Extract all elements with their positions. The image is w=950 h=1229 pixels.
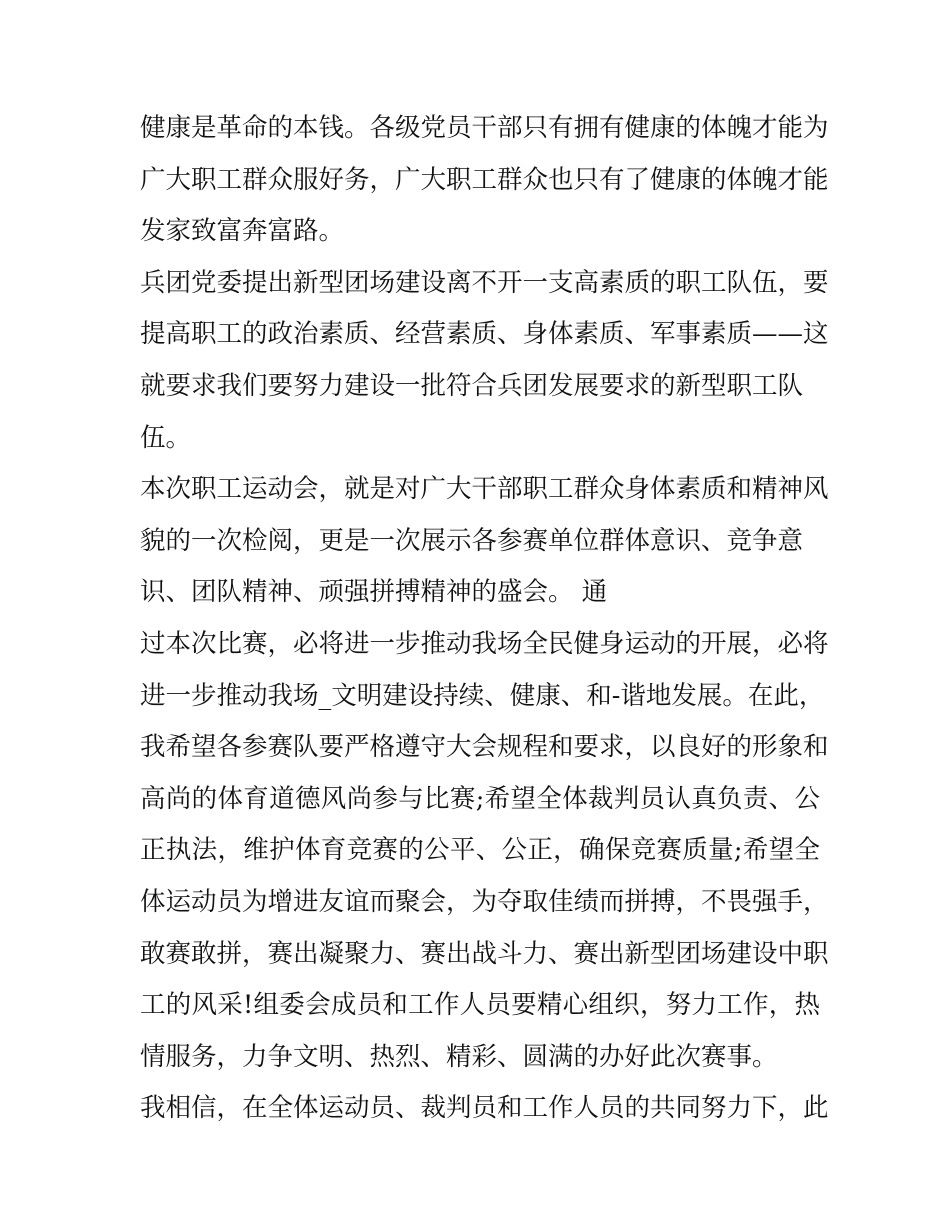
text-line: 兵团党委提出新型团场建设离不开一支高素质的职工队伍，要 <box>140 267 829 298</box>
text-line: 进一步推动我场_文明建设持续、健康、和-谐地发展。在此， <box>140 680 825 711</box>
text-line: 本次职工运动会，就是对广大干部职工群众身体素质和精神风 <box>140 474 829 505</box>
text-line: 情服务，力争文明、热烈、精彩、圆满的办好此次赛事。 <box>140 1041 778 1072</box>
text-line: 就要求我们要努力建设一批符合兵团发展要求的新型职工队 <box>140 370 804 401</box>
text-line: 敢赛敢拼，赛出凝聚力、赛出战斗力、赛出新型团场建设中职 <box>140 938 829 969</box>
text-line: 正执法，维护体育竞赛的公平、公正，确保竞赛质量;希望全 <box>140 835 820 866</box>
text-line: 提高职工的政治素质、经营素质、身体素质、军事素质——这 <box>140 319 829 350</box>
text-line: 高尚的体育道德风尚参与比赛;希望全体裁判员认真负责、公 <box>140 783 820 814</box>
document-body <box>140 103 829 1135</box>
text-line: 广大职工群众服好务，广大职工群众也只有了健康的体魄才能 <box>140 164 829 195</box>
text-line: 健康是革命的本钱。各级党员干部只有拥有健康的体魄才能为 <box>140 113 829 143</box>
text-line: 貌的一次检阅，更是一次展示各参赛单位群体意识、竞争意 <box>140 525 804 556</box>
text-line: 伍。 <box>140 422 192 453</box>
text-line: 识、团队精神、顽强拼搏精神的盛会。 通 <box>140 577 608 608</box>
text-line: 工的风采!组委会成员和工作人员要精心组织，努力工作，热 <box>140 990 820 1021</box>
text-line: 我希望各参赛队要严格遵守大会规程和要求，以良好的形象和 <box>140 732 829 763</box>
text-line: 我相信，在全体运动员、裁判员和工作人员的共同努力下，此 <box>140 1093 829 1124</box>
text-line: 发家致富奔富路。 <box>140 216 345 247</box>
text-line: 过本次比赛，必将进一步推动我场全民健身运动的开展，必将 <box>140 628 829 659</box>
text-line: 体运动员为增进友谊而聚会，为夺取佳绩而拼搏，不畏强手， <box>140 886 829 917</box>
